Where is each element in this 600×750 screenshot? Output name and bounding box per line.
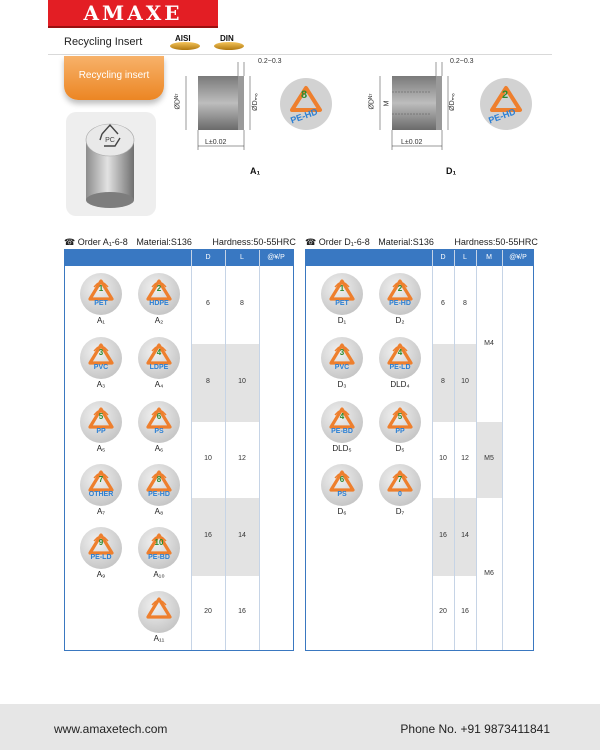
phone-number: Phone No. +91 9873411841	[400, 722, 550, 736]
insert-number: 2	[156, 284, 162, 293]
cell-m: M5	[484, 455, 494, 462]
din-label: DIN	[220, 34, 234, 43]
cell-d: 20	[204, 608, 212, 615]
insert-number: 3	[339, 348, 345, 357]
insert-code: PE-BD	[148, 554, 170, 561]
insert-code: PE-LD	[90, 554, 112, 561]
aisi-badge-icon	[170, 42, 200, 50]
din-badge-icon	[214, 42, 244, 50]
recycle-triangle-icon	[138, 401, 180, 443]
insert-code: OTHER	[88, 491, 114, 498]
cell-d: 8	[206, 378, 210, 385]
clearance-d1: 0.2~0.3	[450, 58, 474, 65]
recycling-insert-disc[interactable]	[379, 273, 421, 315]
insert-number: 2	[397, 284, 403, 293]
insert-code: PET	[94, 300, 108, 307]
cell-l: 14	[461, 532, 469, 539]
cell-m: M6	[484, 570, 494, 577]
recycling-insert-disc[interactable]	[321, 337, 363, 379]
header-l: L	[240, 254, 244, 261]
cylinder-drawing-d1	[370, 58, 550, 158]
recycle-triangle-icon	[138, 591, 180, 633]
recycle-triangle-icon	[80, 337, 122, 379]
order-code-a: Order A₁-6-8	[77, 237, 128, 247]
recycling-insert-disc[interactable]	[321, 401, 363, 443]
insert-number: 8	[156, 475, 162, 484]
cell-d: 16	[204, 532, 212, 539]
cell-l: 12	[238, 455, 246, 462]
insert-caption: DLD₅	[332, 444, 352, 453]
insert-number-a1: 8	[301, 89, 308, 101]
insert-code: PP	[395, 428, 405, 435]
header-price: @¥/P	[509, 254, 527, 261]
recycle-triangle-icon	[379, 273, 421, 315]
recycle-triangle-icon	[138, 337, 180, 379]
header-l: L	[463, 254, 467, 261]
insert-caption: A₂	[154, 316, 164, 325]
insert-number: 6	[339, 475, 345, 484]
recycling-insert-disc[interactable]	[138, 527, 180, 569]
col-divider	[432, 250, 433, 650]
insert-number: 3	[98, 348, 104, 357]
recycle-triangle-icon	[138, 464, 180, 506]
cell-l: 14	[238, 532, 246, 539]
insert-code-a1: PE-HD	[289, 106, 319, 126]
cell-l: 12	[461, 455, 469, 462]
footer	[0, 704, 600, 750]
col-divider	[259, 250, 260, 650]
cell-d: 6	[441, 300, 445, 307]
insert-code: PE-HD	[148, 491, 170, 498]
section-tab: Recycling insert	[64, 56, 164, 100]
col-divider	[454, 250, 455, 650]
recycling-insert-disc[interactable]	[80, 401, 122, 443]
insert-caption: A₁₁	[153, 634, 165, 643]
recycling-insert-disc[interactable]	[379, 464, 421, 506]
insert-caption: D₁	[337, 316, 347, 325]
thread-m-d1: M	[383, 100, 391, 107]
recycling-insert-disc[interactable]	[379, 337, 421, 379]
recycle-triangle-icon	[379, 401, 421, 443]
recycling-insert-disc[interactable]	[138, 464, 180, 506]
insert-code: PE-LD	[389, 364, 411, 371]
recycle-triangle-icon	[80, 464, 122, 506]
cell-l: 16	[461, 608, 469, 615]
insert-photo-illustration	[66, 112, 156, 216]
material-a: Material:S136	[136, 237, 192, 247]
insert-number: 4	[339, 412, 345, 421]
insert-number: 1	[98, 284, 104, 293]
col-divider	[225, 250, 226, 650]
website-link[interactable]: www.amaxetech.com	[54, 722, 168, 736]
header-divider	[48, 54, 552, 55]
col-divider	[502, 250, 503, 650]
insert-caption: A₅	[96, 444, 106, 453]
insert-code: PE-HD	[389, 300, 411, 307]
cell-d: 10	[204, 455, 212, 462]
order-line-d	[305, 237, 538, 248]
table-d	[305, 249, 534, 651]
cell-d: 16	[439, 532, 447, 539]
recycling-insert-disc[interactable]	[138, 401, 180, 443]
phone-icon: ☎	[64, 237, 76, 247]
cell-d: 6	[206, 300, 210, 307]
insert-code: PE-BD	[331, 428, 353, 435]
insert-number: 4	[397, 348, 403, 357]
cylinder-drawing-a1	[176, 58, 346, 158]
photo-engraving: PC	[105, 137, 115, 144]
clearance-a1: 0.2~0.3	[258, 58, 282, 65]
brand-logo[interactable]: AMAXE	[48, 0, 218, 26]
insert-caption: D₂	[395, 316, 405, 325]
drawing-label-d1: D₁	[446, 166, 457, 176]
logo-underline	[48, 26, 218, 28]
recycle-triangle-icon	[80, 401, 122, 443]
diameter-a1: ØDᴺ⁷	[174, 93, 182, 110]
recycling-insert-disc[interactable]	[138, 273, 180, 315]
insert-code: HDPE	[149, 300, 169, 307]
header-m: M	[486, 254, 492, 261]
diameter-d1: ØDᴺ⁷	[368, 93, 376, 110]
insert-caption: A₆	[154, 444, 164, 453]
insert-caption: D₅	[395, 444, 405, 453]
insert-number: 1	[339, 284, 345, 293]
cell-l: 8	[463, 300, 467, 307]
insert-caption: A₄	[154, 380, 164, 389]
insert-caption: D₇	[395, 507, 405, 516]
cell-l: 8	[240, 300, 244, 307]
recycle-triangle-icon	[138, 527, 180, 569]
cell-l: 10	[461, 378, 469, 385]
table-a	[64, 249, 294, 651]
recycle-triangle-icon	[321, 464, 363, 506]
recycling-insert-disc[interactable]	[80, 527, 122, 569]
table-d-header	[306, 250, 533, 266]
insert-caption: A₁	[96, 316, 106, 325]
insert-code-d1: PE-HD	[487, 106, 517, 126]
insert-number: 5	[98, 412, 104, 421]
diameter-side-d1: ØDₘ₆	[448, 93, 456, 111]
recycling-insert-disc[interactable]	[138, 591, 180, 633]
recycling-insert-disc[interactable]	[379, 401, 421, 443]
insert-code: PS	[154, 428, 164, 435]
header-d: D	[205, 254, 211, 261]
recycling-insert-disc[interactable]	[321, 273, 363, 315]
recycling-insert-disc[interactable]	[80, 273, 122, 315]
material-d: Material:S136	[378, 237, 434, 247]
col-divider	[476, 250, 477, 650]
recycle-triangle-icon	[379, 337, 421, 379]
insert-code: LDPE	[149, 364, 169, 371]
insert-code: PVC	[93, 364, 109, 371]
insert-number-d1: 2	[502, 89, 509, 101]
header-price: @¥/P	[267, 254, 285, 261]
cell-m: M4	[484, 340, 494, 347]
order-code-d: Order D₁-6-8	[318, 237, 370, 247]
insert-caption: A₈	[154, 507, 164, 516]
insert-code: PET	[335, 300, 349, 307]
insert-caption: DLD₄	[390, 380, 410, 389]
col-divider	[191, 250, 192, 650]
insert-number: 6	[156, 412, 162, 421]
cell-l: 10	[238, 378, 246, 385]
insert-number: 10	[154, 538, 164, 547]
recycling-insert-disc[interactable]	[80, 337, 122, 379]
recycle-triangle-icon	[321, 337, 363, 379]
insert-caption: A₁₀	[153, 570, 165, 579]
recycle-triangle-icon	[379, 464, 421, 506]
insert-caption: A₉	[96, 570, 106, 579]
phone-icon: ☎	[305, 237, 317, 247]
product-photo	[66, 112, 156, 216]
hardness-d: Hardness:50-55HRC	[454, 237, 538, 247]
aisi-label: AISI	[175, 34, 191, 43]
recycle-triangle-icon	[321, 273, 363, 315]
insert-number: 9	[98, 538, 104, 547]
order-line-a	[64, 237, 296, 248]
insert-number: 7	[397, 475, 403, 484]
cell-d: 8	[441, 378, 445, 385]
insert-number: 4	[156, 348, 162, 357]
recycle-triangle-icon	[80, 273, 122, 315]
insert-caption: A₇	[96, 507, 106, 516]
recycling-insert-disc[interactable]	[138, 337, 180, 379]
diameter-side-a1: ØDₘ₆	[251, 93, 259, 111]
insert-number: 5	[397, 412, 403, 421]
insert-code: PP	[96, 428, 106, 435]
recycle-triangle-icon	[80, 527, 122, 569]
recycling-insert-disc[interactable]	[321, 464, 363, 506]
insert-caption: A₃	[96, 380, 106, 389]
cell-d: 20	[439, 608, 447, 615]
insert-code: PS	[337, 491, 347, 498]
insert-caption: D₆	[337, 507, 347, 516]
page-title: Recycling Insert	[64, 36, 143, 48]
insert-code: 0	[398, 491, 402, 498]
cell-l: 16	[238, 608, 246, 615]
length-a1: L±0.02	[205, 139, 227, 146]
recycle-triangle-icon	[138, 273, 180, 315]
hardness-a: Hardness:50-55HRC	[212, 237, 296, 247]
insert-code: PVC	[334, 364, 350, 371]
recycling-insert-disc[interactable]	[80, 464, 122, 506]
insert-caption: D₃	[337, 380, 347, 389]
insert-number: 7	[98, 475, 104, 484]
recycle-triangle-icon	[321, 401, 363, 443]
length-d1: L±0.02	[401, 139, 423, 146]
cell-d: 10	[439, 455, 447, 462]
drawing-label-a1: A₁	[250, 166, 261, 176]
header-d: D	[440, 254, 446, 261]
